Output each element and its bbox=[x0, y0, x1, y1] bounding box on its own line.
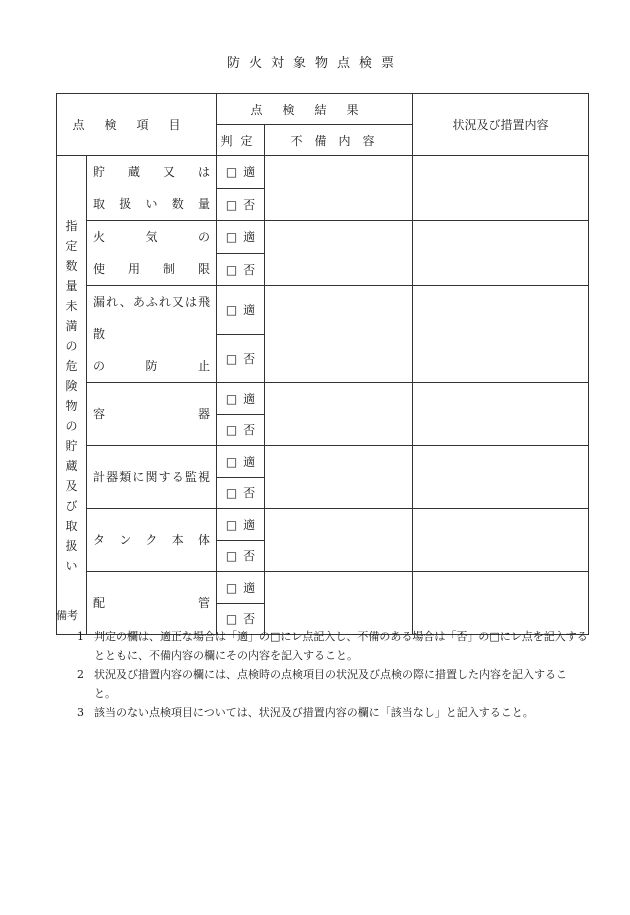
judge-ok-cell bbox=[217, 572, 265, 604]
defect-content-cell[interactable] bbox=[265, 156, 413, 221]
inspection-item-5 bbox=[87, 446, 217, 509]
judge-ng-label: 否 bbox=[243, 262, 256, 277]
inspection-table bbox=[56, 93, 589, 635]
remark-item bbox=[56, 627, 588, 665]
header-inspection-item: 点検項目 bbox=[57, 94, 217, 156]
checkbox-icon[interactable]: □ bbox=[225, 486, 238, 501]
inspection-item-3 bbox=[87, 286, 217, 383]
judge-ok-label: 適 bbox=[243, 303, 256, 318]
inspection-item-line: 貯蔵又は bbox=[93, 165, 211, 179]
category-char: い bbox=[65, 559, 78, 573]
checkbox-icon[interactable]: □ bbox=[225, 165, 238, 180]
inspection-item-line: 配管 bbox=[93, 596, 211, 610]
category-char: 扱 bbox=[65, 539, 78, 553]
checkbox-icon[interactable]: □ bbox=[225, 230, 238, 245]
inspection-item-line: 火気の bbox=[93, 230, 211, 244]
inspection-item-line: 漏れ、あふれ又は飛散 bbox=[93, 295, 211, 341]
checkbox-icon[interactable]: □ bbox=[225, 517, 238, 532]
judge-ok-cell bbox=[217, 446, 265, 478]
category-char: 満 bbox=[65, 319, 78, 333]
inspection-item-2 bbox=[87, 221, 217, 286]
defect-content-cell[interactable] bbox=[265, 446, 413, 509]
judge-ok-cell bbox=[217, 221, 265, 254]
inspection-item-1 bbox=[87, 156, 217, 221]
category-char: 険 bbox=[65, 379, 78, 393]
judge-ok-cell bbox=[217, 383, 265, 415]
checkbox-icon[interactable]: □ bbox=[225, 549, 238, 564]
remark-number: 1 bbox=[77, 630, 84, 643]
defect-content-cell[interactable] bbox=[265, 383, 413, 446]
remark-text: 該当のない点検項目については、状況及び措置内容の欄に「該当なし」と記入すること。 bbox=[94, 706, 534, 719]
category-char: 蔵 bbox=[65, 459, 78, 473]
defect-content-cell[interactable] bbox=[265, 286, 413, 383]
remarks-section bbox=[56, 606, 588, 722]
category-char: の bbox=[65, 419, 78, 433]
header-defect-content: 不備内容 bbox=[265, 125, 413, 156]
category-char: 取 bbox=[65, 519, 78, 533]
category-char: 未 bbox=[65, 299, 78, 313]
checkbox-icon[interactable]: □ bbox=[225, 262, 238, 277]
category-char: の bbox=[65, 339, 78, 353]
category-char: 定 bbox=[65, 239, 78, 253]
judge-ng-label: 否 bbox=[243, 423, 256, 438]
inspection-item-line: 取扱い数量 bbox=[93, 197, 211, 211]
judge-ng-label: 否 bbox=[243, 197, 256, 212]
status-measures-cell[interactable] bbox=[413, 509, 589, 572]
defect-content-cell[interactable] bbox=[265, 221, 413, 286]
defect-content-cell[interactable] bbox=[265, 509, 413, 572]
judge-ng-label: 否 bbox=[243, 486, 256, 501]
page-title: 防火対象物点検票 bbox=[226, 56, 403, 71]
judge-ng-label: 否 bbox=[243, 612, 256, 627]
judge-ok-label: 適 bbox=[243, 165, 256, 180]
judge-ok-label: 適 bbox=[243, 517, 256, 532]
status-measures-cell[interactable] bbox=[413, 156, 589, 221]
checkbox-icon[interactable]: □ bbox=[225, 580, 238, 595]
category-char: 数 bbox=[65, 259, 78, 273]
header-judgement: 判定 bbox=[217, 125, 265, 156]
judge-ok-label: 適 bbox=[243, 454, 256, 469]
checkbox-icon[interactable]: □ bbox=[225, 612, 238, 627]
remark-number: 3 bbox=[77, 706, 84, 719]
judge-ng-cell bbox=[217, 477, 265, 509]
judge-ng-cell bbox=[217, 334, 265, 383]
remark-item bbox=[56, 665, 588, 703]
category-char: 物 bbox=[65, 399, 78, 413]
judge-ng-cell bbox=[217, 188, 265, 221]
checkbox-icon[interactable]: □ bbox=[225, 391, 238, 406]
category-char: び bbox=[65, 499, 78, 513]
status-measures-cell[interactable] bbox=[413, 286, 589, 383]
inspection-item-4 bbox=[87, 383, 217, 446]
judge-ok-cell bbox=[217, 156, 265, 189]
category-vertical-label bbox=[57, 156, 87, 635]
judge-ng-cell bbox=[217, 540, 265, 572]
status-measures-cell[interactable] bbox=[413, 221, 589, 286]
inspection-item-line: タンク本体 bbox=[93, 533, 211, 547]
header-inspection-result: 点検結果 bbox=[217, 94, 413, 125]
judge-ok-label: 適 bbox=[243, 230, 256, 245]
checkbox-icon[interactable]: □ bbox=[225, 303, 238, 318]
judge-ng-cell bbox=[217, 414, 265, 446]
inspection-item-line: の防止 bbox=[93, 359, 211, 373]
inspection-item-6 bbox=[87, 509, 217, 572]
checkbox-icon[interactable]: □ bbox=[225, 423, 238, 438]
judge-ok-label: 適 bbox=[243, 391, 256, 406]
category-char: 及 bbox=[65, 479, 78, 493]
checkbox-icon[interactable]: □ bbox=[225, 454, 238, 469]
category-char: 貯 bbox=[65, 439, 78, 453]
remark-text: 判定の欄は、適正な場合は「適」の□にレ点記入し、不備のある場合は「否」の□にレ点を記入するとともに、不備内容の欄にその内容を記入すること。 bbox=[94, 630, 588, 662]
judge-ok-cell bbox=[217, 286, 265, 335]
status-measures-cell[interactable] bbox=[413, 446, 589, 509]
judge-ng-cell bbox=[217, 253, 265, 286]
inspection-item-line: 容器 bbox=[93, 407, 211, 421]
remark-number: 2 bbox=[77, 668, 84, 681]
judge-ng-label: 否 bbox=[243, 549, 256, 564]
judge-ng-label: 否 bbox=[243, 351, 256, 366]
remark-text: 状況及び措置内容の欄には、点検時の点検項目の状況及び点検の際に措置した内容を記入すること。 bbox=[94, 668, 567, 700]
checkbox-icon[interactable]: □ bbox=[225, 197, 238, 212]
header-status-measures: 状況及び措置内容 bbox=[413, 94, 589, 156]
category-char: 危 bbox=[65, 359, 78, 373]
status-measures-cell[interactable] bbox=[413, 383, 589, 446]
judge-ok-cell bbox=[217, 509, 265, 541]
remark-item bbox=[56, 703, 588, 722]
category-char: 量 bbox=[65, 279, 78, 293]
inspection-item-line: 使用制限 bbox=[93, 262, 211, 276]
judge-ok-label: 適 bbox=[243, 580, 256, 595]
remarks-label: 備考 bbox=[56, 609, 78, 622]
inspection-item-line: 計器類に関する監視 bbox=[93, 470, 211, 484]
checkbox-icon[interactable]: □ bbox=[225, 351, 238, 366]
category-char: 指 bbox=[65, 219, 78, 233]
